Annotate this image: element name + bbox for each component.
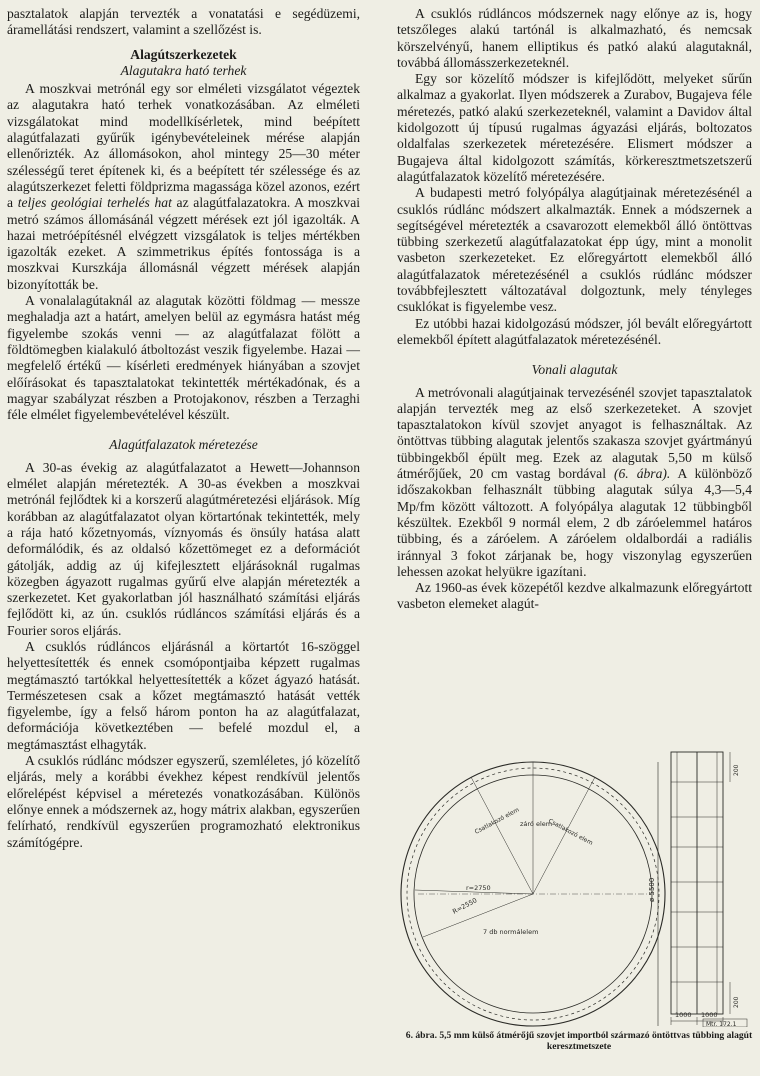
paragraph: A 30-as évekig az alagútfalazatot a Hewett—Johannson elmélet alapján méretezték. A 30-as években a moszkvai metrónál fejlődtek ki a korszerű alagútméretezési eljárások. Míg korábban az alagútfalazatot olyan körtartónak tekintették, mely a rája ható kőzetnyomás, víznyomás és önsúly hatása alatt deformálódik, és az oldalsó kőzettömeget ez a deformációt gátolják, addig az új kifejlesztett eljárásoknál rugalmas közegben ágyazott rugalmas gyűrű elve alapján méretezték a szerkezetet. Ket gyakorlatban jól használható számítási eljárás fejlődött ki, az ún. csuklós rúdláncos számítási eljárás és a Fourier soros eljárás.	[7, 459, 360, 638]
normal-elements-label: 7 db normálelem	[483, 928, 539, 936]
segment-width-label: 1000	[675, 1011, 692, 1019]
paragraph: A csuklós rúdlánc módszer egyszerű, szemléletes, jó közelítő eljárás, mely a korábbi évekhez képest rendkívül jelentős előrelépést képvisel a méretezés vonatkozásában. Különös előnye ennek a módszernek az, hogy mátrix alakban, egyszerűen felírható, rendkívül egyszerűen programozható elektronikus számítógépre.	[7, 753, 360, 850]
paragraph	[397, 385, 752, 581]
connecting-element-label-right: Csatlakozó elem	[547, 817, 594, 847]
paragraph: A vonalalagútaknál az alagutak közötti földmag — messze meghaladja azt a határt, amelyen belül az egymásra hatást még figyelembe szokás venni — az alagútfalazat fölött a földtömegben kialakuló átboltozást veszik figyelembe. Hazai — megfelelő értékű — kísérleti eredmények hiányában a szovjet előírásokat és tapasztalatokat tekintették mértékadónak, és a magyar szabályzat részben a Protojakonov, részben a Terzaghi féle elmélet figyelembevételével készült.	[7, 293, 360, 423]
drawing-stamp: Mtr. 172.1	[706, 1021, 737, 1027]
paragraph: A budapesti metró folyópálya alagútjainak méretezésénél a csuklós rúdlánc módszert alkalmazták. Ennek a módszernek a segítségével méretezték a csavarozott elemekből álló öntöttvas tübbing szerkezetű alagútfalazatokat épp úgy, mint a monolit vasbeton szerkezeteket. Ez előregyártott elemekből álló alagútfalazatok méretezésénél a csuklós rúdlánc módszer továbbfejlesztett változatával dolgoztunk, mely tényleges csuklókat is figyelembe vesz.	[397, 185, 752, 315]
subsection-heading-line-tunnels: Vonali alagutak	[531, 362, 618, 378]
section-heading: Alagútszerkezetek	[130, 46, 237, 62]
subsection-heading-loads: Alagutakra ható terhek	[120, 62, 247, 78]
paragraph	[7, 81, 360, 293]
rib-height-label: 200	[733, 764, 740, 776]
paragraph: A csuklós rúdláncos eljárásnál a körtartót 16-szöggel helyettesítették és ennek csomópontjaiba képzett rugalmas megtámasztó tartókkal helyettesítették a kőzet ágyazó hatását. Természetesen csak a kőzet megtámasztó hatását vették figyelembe, így a felső három ponton ha az alagútfalazat, deformációja következtében — befelé mozdul el, a megtámasztást elhagyták.	[7, 638, 360, 752]
text-run: az alagútfalazatokra. A moszkvai metró számos állomásánál végzett mérések ezt jól igazolták. A hazai metróépítésnél elvégzett vizsgálatok is teljes mértékben igazolták ezeket. A szimmetrikus építés fontossága is a moszkvai Kurszkája állomásnál végzett mérések alapján bizonyították be.	[7, 195, 361, 292]
right-column	[397, 6, 752, 613]
left-column	[7, 6, 360, 851]
emphasis-text: teljes geológiai terhelés hat	[17, 195, 172, 211]
segment-width-label: 1000	[701, 1011, 718, 1019]
paragraph: Az 1960-as évek közepétől kezdve alkalmazunk előregyártott vasbeton elemeket alagút-	[397, 580, 752, 612]
text-run: A metróvonali alagútjainak tervezésénél szovjet tapasztalatok alapján tervezték meg az első szerkezeteket. A szovjet tapasztalatokon kívül szovjet anyagot is felhasználtak. Az öntöttvas tübbing alagutak jelentős szakasza szovjet gyártmányú tübbingekből épült meg. Ezek az alagutak 5,50 m külső átmérőjűek, 20 cm vastag bordával	[397, 384, 752, 482]
paragraph: Egy sor közelítő módszer is kifejlődött, melyeket sűrűn alkalmaz a gyakorlat. Ilyen módszerek a Zurabov, Bugajeva féle méretezés, patkó alakú szerkezeteknél, valamint a Davidov által kidolgozott új típusú rugalmas ágyazási eljárás, boltozatos oldalfalas szerkezetek méretezésére. Elismert módszer a Bugajeva által kidolgozott számítás, körkeresztmetszetszerű alagútfalazatok közelítő méretezésére.	[397, 71, 752, 184]
text-run: A moszkvai metrónál egy sor elméleti vizsgálatot végeztek az alagutakra ható terhek vonatkozásában. Az elméleti vizsgálatokat mind modellkísérletek, mind beépített alagútfalazati gyűrűk igénybevételeinek mérése alapján ellenőrizték. Az állomásokon, ahol mintegy 25—30 méter szélességű teret építenek ki, és a beépített tér szélessége és az alagútszerkezet feletti földprizma magassága közel azonos, ezért a	[7, 81, 360, 211]
tunnel-ring-drawing	[401, 762, 665, 1026]
inner-radius-label: r=2750	[466, 884, 491, 892]
paragraph: Ez utóbbi hazai kidolgozású módszer, jól bevált előregyártott elemekből épített alagútfalazatok méretezésénél.	[397, 315, 752, 347]
text-run: A különböző időszakokban felhasznált tübbing alagutak súlya 4,3—5,4 Mp/fm között változott. A folyópálya alagutak 12 tübbingből készültek. Ezekből 9 normál elem, 2 db záróelemmel határos tübbing, és a záróelem. A záróelem oldalbordái a radiális iránnyal 3 fokot zárjanak be, hogy viszonylag egyszerűen lehessen azokat helyükre igazítani.	[397, 466, 752, 579]
figure-caption: 6. ábra. 5,5 mm külső átmérőjű szovjet importból származó öntöttvas tübbing alagút keresztmetszete	[405, 1030, 753, 1052]
subsection-heading-sizing: Alagútfalazatok méretezése	[109, 437, 258, 453]
tubbing-longitudinal-view	[671, 752, 730, 1025]
rib-height-label: 200	[733, 996, 740, 1008]
diameter-label: ø 5500	[648, 877, 656, 902]
outer-radius-label: R=2550	[451, 896, 479, 916]
tunnel-cross-section-figure	[398, 742, 752, 1027]
emphasis-text: (6. ábra).	[613, 466, 671, 482]
connecting-element-label-left: Csatlakozó elem	[473, 806, 521, 836]
closing-element-label: záró elem	[520, 820, 553, 828]
paragraph: A csuklós rúdláncos módszernek nagy előnye az is, hogy tetszőleges alakú tartónál is alkalmazható, és nemcsak körszelvényű, hanem elliptikus és patkó alakú alagutaknál, továbbá állomásszerkezeteknél.	[397, 6, 752, 70]
paragraph-intro: pasztalatok alapján tervezték a vonatatási e segédüzemi, áramellátási rendszert, valamint a szellőzést is.	[7, 6, 360, 38]
